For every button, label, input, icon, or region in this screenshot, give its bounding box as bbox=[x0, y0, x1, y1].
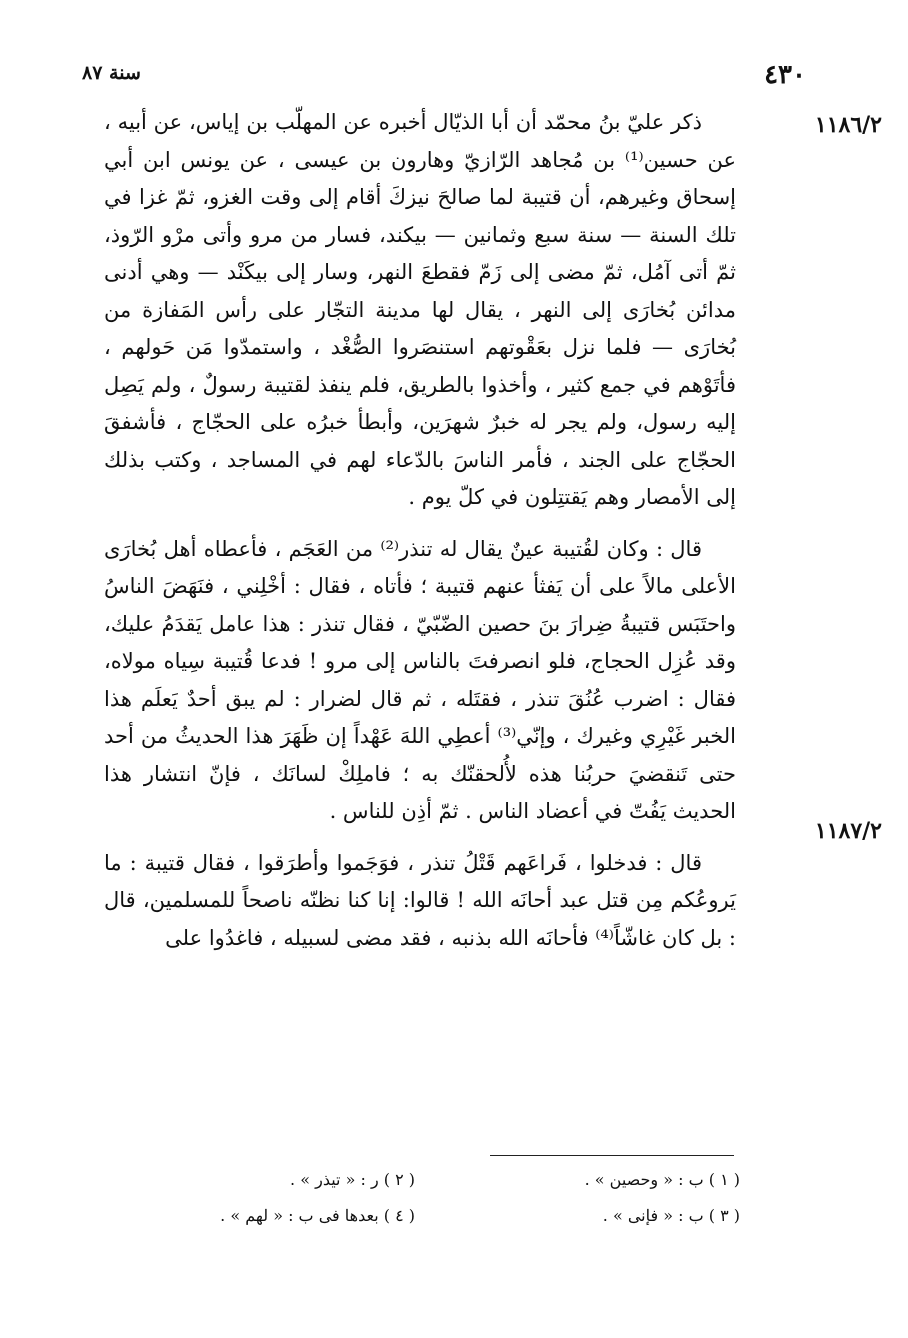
footnote-divider bbox=[490, 1155, 734, 1156]
main-text bbox=[104, 104, 736, 957]
margin-reference-marker: ١١٨٦/٢ bbox=[814, 112, 882, 138]
footnote: ( ٤ ) بعدها فى ب : « لهم » . bbox=[220, 1206, 415, 1225]
paragraph: قال : وكان لقُتيبة عينٌ يقال له تنذر⁽²⁾ من العَجَم ، فأعطاه أهل بُخارَى الأعلى مالاً على أن يَفثأ عنهم قتيبة ؛ فأتاه ، فقال : أخْلِني ، فنَهَضَ الناسُ واحتَبَس قتيبةُ ضِرارَ بنَ حصين الضّبّيّ ، فقال تنذر : هذا عامل يَقدَمُ عليك، وقد عُزِل الحجاج، فلو انصرفتَ بالناس إلى مرو ! فدعا قُتيبة سِياه مولاه، فقال : اضرب عُنُقَ تنذر ، فقتَله ، ثم قال لضرار : لم يبق أحدٌ يَعلَم هذا الخبر غَيْرِي وغيرك ، وإنّي⁽³⁾ أعطِي اللهَ عَهْداً إن ظَهَرَ هذا الحديثُ من أحد حتى تَنقضيَ حربُنا هذه لأُلحقنّك به ؛ فاملِكْ لسانَك ، فإنّ انتشار هذا الحديث يَفُتّ في أعضاد الناس . ثمّ أذِن للناس . bbox=[104, 536, 736, 823]
paragraph: قال : فدخلوا ، فَراعَهم قَتْلُ تنذر ، فوَجَموا وأطرَقوا ، فقال قتيبة : ما يَروعُكم مِن قتل عبد أحانَه الله ! قالوا: إنا كنا نظنّه ناصحاً للمسلمين، قال : بل كان غاشّاً⁽⁴⁾ فأحانَه الله بذنبه ، فقد مضى لسبيله ، فاغدُوا على bbox=[104, 850, 736, 950]
margin-reference-marker: ١١٨٧/٢ bbox=[814, 818, 882, 844]
running-header-year: سنة ٨٧ bbox=[82, 62, 141, 84]
footnote: ( ١ ) ب : « وحصين » . bbox=[584, 1170, 740, 1189]
paragraph: ذكر عليّ بنُ محمّد أن أبا الذيّال أخبره عن المهلّب بن إياس، عن أبيه ، عن حسين⁽¹⁾ بن مُجاهد الرّازيّ وهارون بن عيسى ، عن يونس ابن أبي إسحاق وغيرهم، أن قتيبة لما صالحَ نيزكَ أقام إلى وقت الغزو، ثمّ غزا في تلك السنة — سنة سبع وثمانين — بيكند، فسار من مرو وأتى مرْو الرّوذ، ثمّ أتى آمُل، ثمّ مضى إلى زَمّ فقطعَ النهر، وسار إلى بيكَنْد — وهي أدنى مدائن بُخارَى إلى النهر ، يقال لها مدينة التجّار على رأس المَفازة من بُخارَى — فلما نزل بعَقْوتهم استنصَروا الصُّغْد ، واستمدّوا مَن حَولهم ، فأتَوْهم في جمع كثير ، وأخذوا بالطريق، فلم ينفذ لقتيبة رسولٌ ، ولم يَصِل إليه رسول، ولم يجر له خبرٌ شهرَين، وأبطأ خبرُه على الحجّاج ، فأشفقَ الحجّاج على الجند ، فأمر الناسَ بالدّعاء لهم في المساجد ، وكتب بذلك إلى الأمصار وهم يَقتتِلون في كلّ يوم . bbox=[104, 110, 736, 509]
footnotes bbox=[130, 1162, 740, 1234]
footnote: ( ٣ ) ب : « فإنى » . bbox=[602, 1206, 740, 1225]
page-number: ٤٣٠ bbox=[764, 60, 806, 90]
footnote: ( ٢ ) ر : « تيذر » . bbox=[290, 1170, 415, 1189]
